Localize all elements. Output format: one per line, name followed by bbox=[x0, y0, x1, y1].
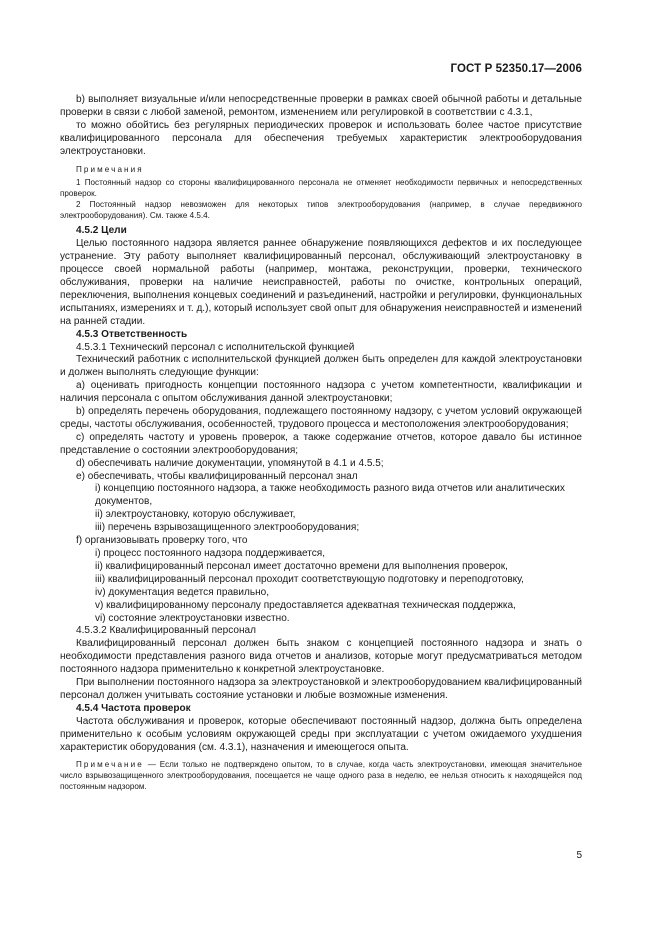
paragraph: c) определять частоту и уровень проверок, а также содержание отчетов, которое давало бы истинное представление о состоянии электрооборудования; bbox=[60, 431, 582, 456]
paragraph: iii) квалифицированный персонал проходит соответствующую подготовку и переподготовку, bbox=[95, 573, 524, 585]
paragraph: v) квалифицированному персоналу предоставляется адекватная техническая поддержка, bbox=[95, 599, 516, 611]
paragraph: ii) электроустановку, которую обслуживает, bbox=[95, 509, 296, 521]
section-heading: 4.5.3 Ответственность bbox=[76, 328, 188, 340]
paragraph: ii) квалифицированный персонал имеет достаточно времени для выполнения проверок, bbox=[95, 560, 508, 572]
document-body bbox=[60, 94, 582, 792]
paragraph: vi) состояние электроустановки известно. bbox=[95, 612, 290, 624]
paragraph: Целью постоянного надзора является раннее обнаружение появляющихся дефектов и их последующее устранение. Эту работу выполняет квалифицированный персонал, обслуживающий электроустановку в процессе своей нормальной работы (например, монтажа, реконструкции, проверки, технического обслуживания, проверки на наличие неисправностей, работы по очистке, контрольных операций, переключения, выполнения концевых соединений и разъединений, настройки и регулировки, функциональных испытаниях, измерениях и т. д.), который использует свой опыт для обнаружения неисправностей и изменений на ранней стадии. bbox=[60, 238, 582, 327]
paragraph: f) организовывать проверку того, что bbox=[76, 535, 248, 547]
paragraph: При выполнении постоянного надзора за электроустановкой и электрооборудованием квалифицированный персонал должен учитывать состояние установки и любые возможные изменения. bbox=[60, 677, 582, 701]
paragraph: e) обеспечивать, чтобы квалифицированный персонал знал bbox=[76, 470, 358, 482]
note-paragraph: 1 Постоянный надзор со стороны квалифицированного персонала не отменяет необходимости первичных и непосредственных проверок. bbox=[60, 177, 582, 198]
paragraph: b) определять перечень оборудования, подлежащего постоянному надзору, с учетом условий окружающей среды, частоты обслуживания, особенностей, трудового процесса и местоположения электрооборудования; bbox=[60, 406, 582, 430]
paragraph: то можно обойтись без регулярных периодических проверок и использовать более частое присутствие квалифицированного персонала для обеспечения требуемых характеристик электрооборудования электроустановки. bbox=[60, 119, 582, 157]
section-heading: 4.5.2 Цели bbox=[76, 225, 127, 237]
paragraph: i) процесс постоянного надзора поддерживается, bbox=[95, 548, 326, 559]
paragraph: Частота обслуживания и проверок, которые обеспечивают постоянный надзор, должна быть определена применительно к особым условиям окружающей среды при эксплуатации с учетом ожидаемого ухудшения характеристик оборудования (см. 4.3.1), назначения и имеющегося опыта. bbox=[60, 715, 582, 753]
section-heading: 4.5.4 Частота проверок bbox=[76, 702, 191, 714]
paragraph: Технический работник с исполнительской функцией должен быть определен для каждой электроустановки и должен выполнять следующие функции: bbox=[60, 354, 582, 379]
paragraph: a) оценивать пригодность концепции постоянного надзора с учетом компетентности, квалификации и наличия персонала с опытом обслуживания данной электроустановки; bbox=[60, 380, 582, 405]
paragraph: b) выполняет визуальные и/или непосредственные проверки в рамках своей обычной работы и детальные проверки в связи с любой заменой, ремонтом, изменением или регулировкой в соответствии с 4.3.1, bbox=[60, 94, 582, 118]
paragraph: d) обеспечивать наличие документации, упомянутой в 4.1 и 4.5.5; bbox=[76, 457, 384, 469]
paragraph: 4.5.3.2 Квалифицированный персонал bbox=[76, 625, 256, 637]
standard-header: ГОСТ Р 52350.17—2006 bbox=[450, 63, 582, 75]
paragraph: Квалифицированный персонал должен быть знаком с концепцией постоянного надзора и знать о необходимости представления разного вида отчетов и анализов, которые могут предусматриваться методом постоянного надзора применительно к конкретной электроустановке. bbox=[60, 638, 582, 676]
final-note bbox=[60, 759, 582, 793]
paragraph: 4.5.3.1 Технический персонал с исполнительской функцией bbox=[76, 341, 355, 353]
page-number: 5 bbox=[576, 850, 582, 861]
note-paragraph: Примечания bbox=[76, 164, 144, 174]
final-note-label: Примечание bbox=[76, 759, 144, 769]
paragraph: iv) документация ведется правильно, bbox=[95, 586, 270, 598]
note-paragraph: 2 Постоянный надзор невозможен для некоторых типов электрооборудования (например, в случае передвижного электрооборудования). См. также 4.5.4. bbox=[60, 199, 582, 221]
paragraph: i) концепцию постоянного надзора, а также необходимость разного вида отчетов или аналитических документов, bbox=[95, 483, 565, 508]
final-note-text: — Если только не подтверждено опытом, то в случае, когда часть электроустановки, имеющая значительное число взрывозащищенного электрооборудования, посещается не чаще одного раза в неделю, ее нельзя относить к находящейся под постоянным надзором. bbox=[60, 759, 582, 791]
paragraph: iii) перечень взрывозащищенного электрооборудования; bbox=[95, 522, 360, 534]
